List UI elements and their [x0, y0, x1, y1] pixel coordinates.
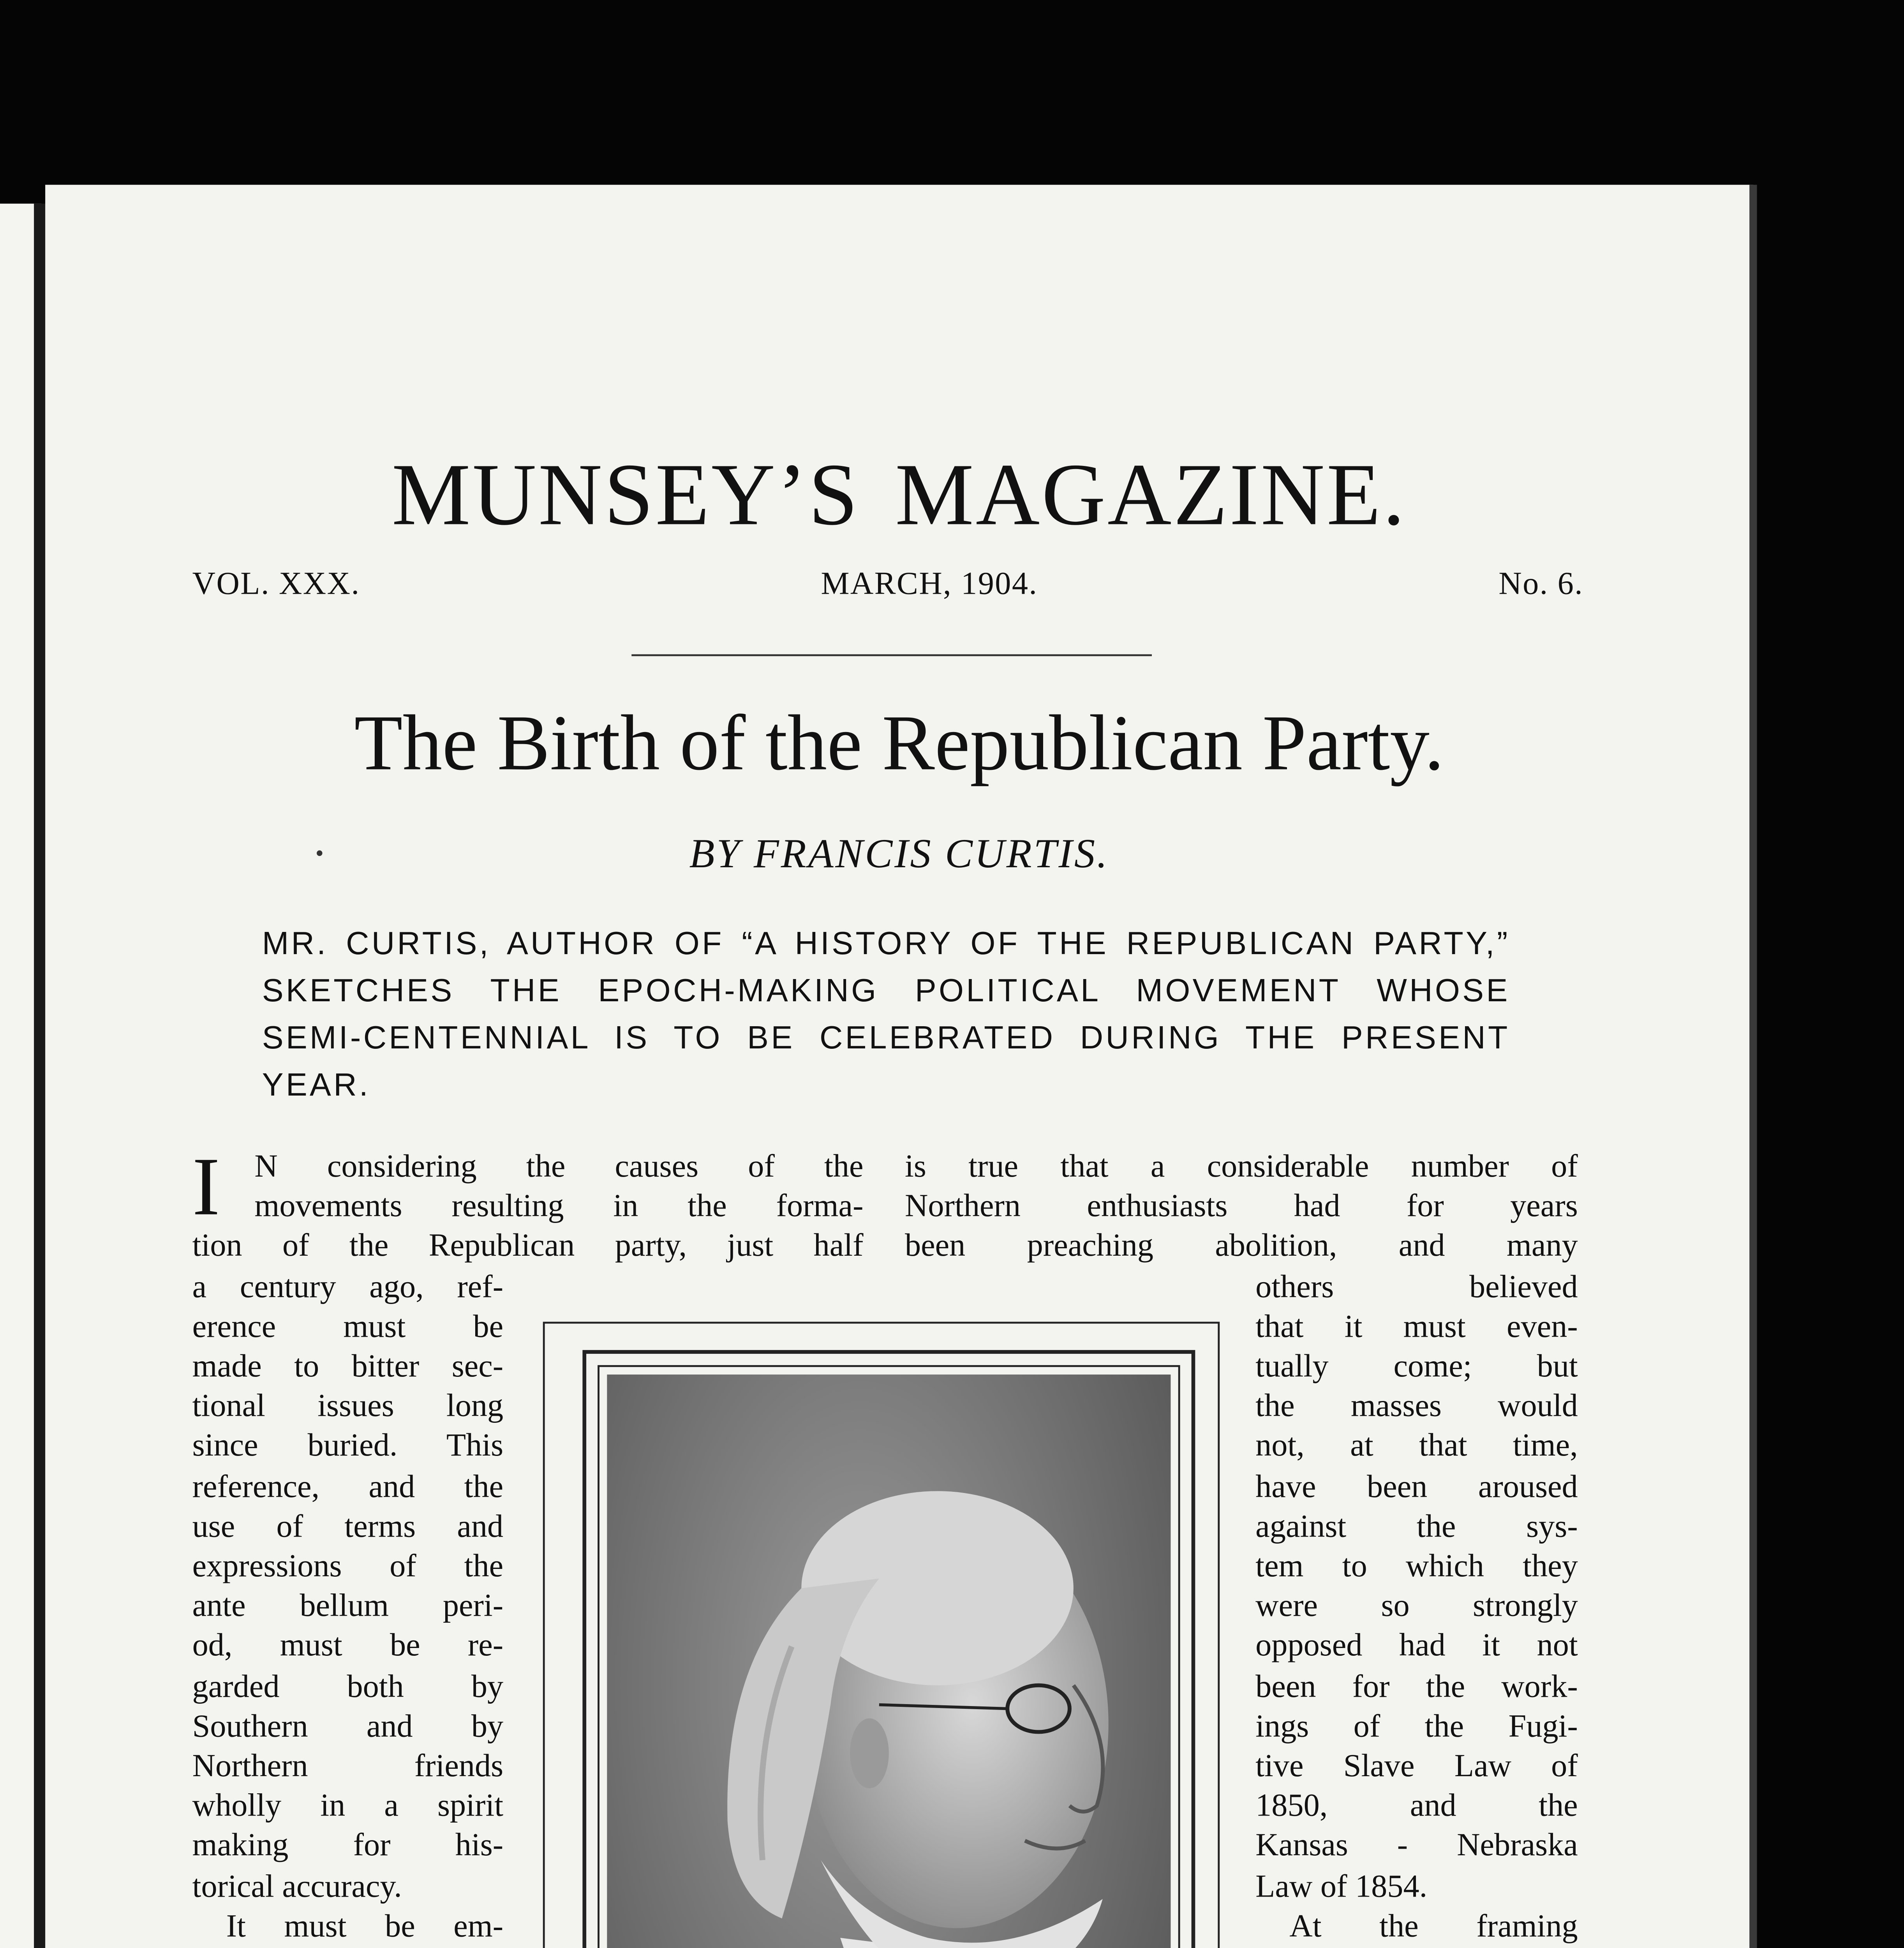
text-line: It must be em- [226, 1907, 504, 1944]
text-line: tem to which they [1255, 1548, 1578, 1584]
text-line: tually come; but [1255, 1348, 1578, 1384]
issue-number: No. 6. [1499, 565, 1584, 602]
article-byline: BY FRANCIS CURTIS. [689, 829, 1109, 877]
text-line: the masses would [1255, 1388, 1578, 1424]
text-line: expressions of the [192, 1548, 504, 1584]
text-line: od, must be re- [192, 1628, 504, 1664]
text-line: a century ago, ref- [192, 1268, 504, 1304]
text-line: tion of the Republican party, just half [192, 1228, 864, 1264]
text-line: Northern friends [192, 1748, 504, 1784]
text-line: garded both by [192, 1668, 504, 1704]
text-line: use of terms and [192, 1508, 504, 1544]
portrait-illustration [607, 1375, 1171, 1948]
column-1-body [192, 1266, 504, 1948]
text-line: since buried. This [192, 1428, 504, 1464]
page-right-edge [1749, 185, 1757, 1948]
portrait-photo [607, 1375, 1171, 1948]
text-line: that it must even- [1255, 1308, 1578, 1344]
magazine-page [45, 185, 1753, 1948]
article-lede: MR. CURTIS, AUTHOR OF “A HISTORY OF THE REPUBLICAN PARTY,” SKETCHES THE EPOCH-MAKING POLITICAL MOVEMENT WHOSE SEMI-CENTENNIAL IS TO BE CELEBRATED DURING THE PRESENT YEAR. [262, 926, 1510, 1103]
text-line: Kansas - Nebraska [1255, 1828, 1578, 1864]
drop-cap: I [192, 1140, 220, 1233]
portrait-photo-frame [543, 1322, 1220, 1948]
text-line: making for his- [192, 1828, 504, 1864]
column-2-body [1255, 1266, 1578, 1948]
text-line: tional issues long [192, 1388, 504, 1424]
column-2-top [905, 1146, 1578, 1266]
text-line: torical accuracy. [192, 1868, 402, 1904]
text-line: Law of 1854. [1255, 1868, 1428, 1904]
text-line: erence must be [192, 1308, 504, 1344]
text-line: ings of the Fugi- [1255, 1708, 1578, 1744]
text-line: At the framing [1289, 1907, 1578, 1944]
article-title: The Birth of the Republican Party. [354, 701, 1444, 788]
text-line: is true that a considerable number of [905, 1148, 1578, 1184]
text-line: others believed [1255, 1268, 1578, 1304]
text-line: 1850, and the [1255, 1788, 1578, 1824]
masthead-title: MUNSEY’S MAGAZINE. [391, 446, 1407, 545]
text-line: not, at that time, [1255, 1428, 1578, 1464]
text-line: have been aroused [1255, 1468, 1578, 1504]
issue-date: MARCH, 1904. [821, 565, 1038, 602]
text-line [192, 1946, 504, 1948]
text-line: reference, and the [192, 1468, 504, 1504]
issue-info-row [192, 566, 1584, 603]
text-line: made to bitter sec- [192, 1348, 504, 1384]
text-line: ante bellum peri- [192, 1588, 504, 1624]
text-line: Southern and by [192, 1708, 504, 1744]
text-line: wholly in a spirit [192, 1788, 504, 1824]
text-line: been for the work- [1255, 1668, 1578, 1704]
text-line: been preaching abolition, and many [905, 1228, 1578, 1264]
text-line: tive Slave Law of [1255, 1748, 1578, 1784]
text-line: opposed had it not [1255, 1628, 1578, 1664]
volume-label: VOL. XXX. [192, 565, 360, 602]
text-line [1255, 1946, 1578, 1948]
text-line: Northern enthusiasts had for years [905, 1188, 1578, 1224]
text-line: were so strongly [1255, 1588, 1578, 1624]
text-line: against the sys- [1255, 1508, 1578, 1544]
header-divider [631, 654, 1152, 656]
drop-cap-paragraph [192, 1140, 864, 1266]
text-line: movements resulting in the forma- [254, 1188, 864, 1224]
column-1-top [192, 1140, 864, 1266]
text-line: N considering the causes of the [254, 1148, 864, 1184]
